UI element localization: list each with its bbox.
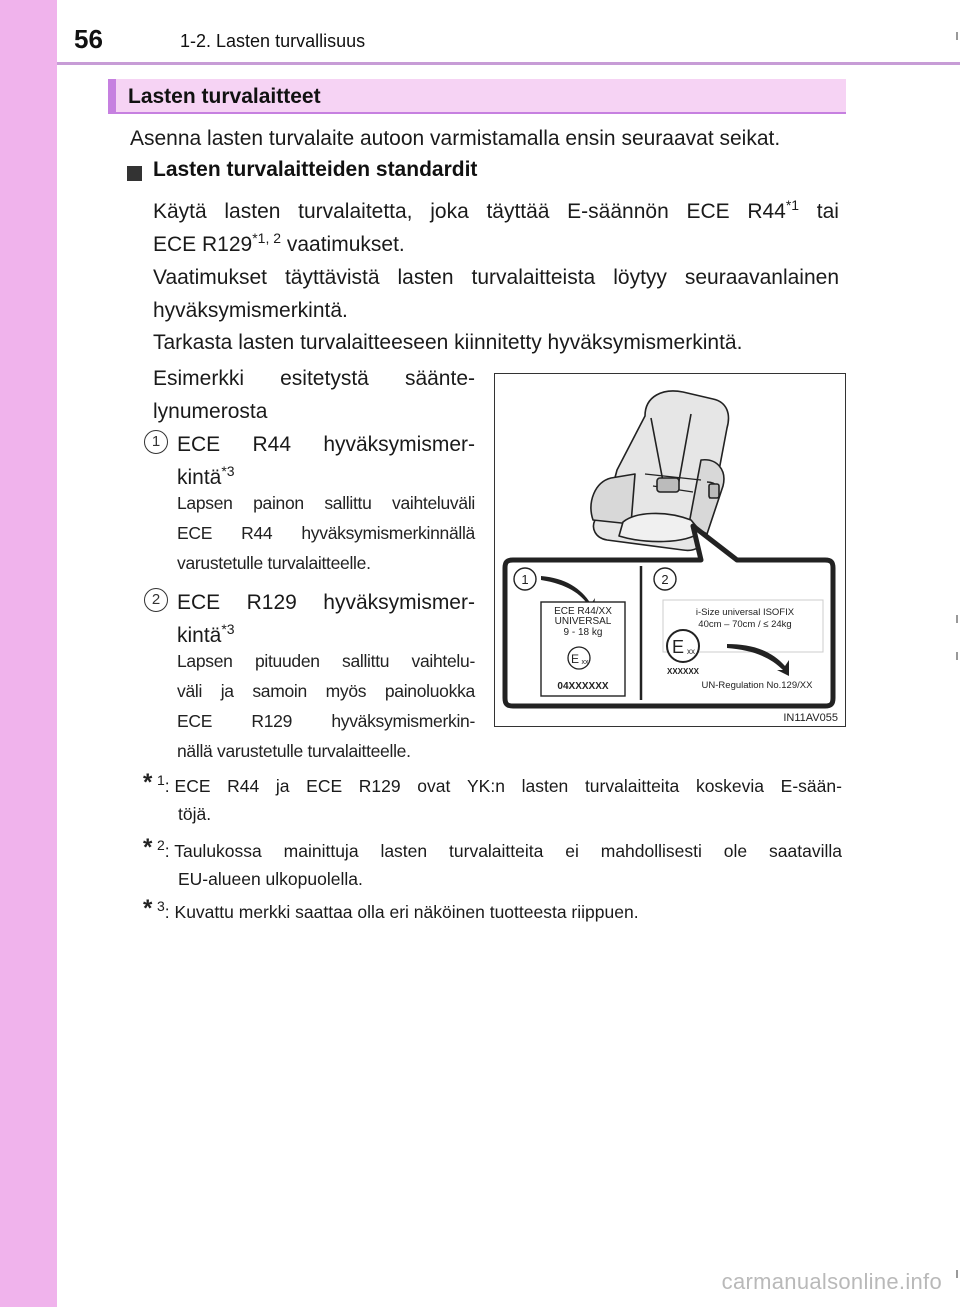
item-2-description: Lapsen pituuden sallittu vaihtelu- väli ja samoin myös painoluokka ECE R129 hyväksymismerkin- nällä varustetulle turvalaitteelle. [177, 651, 475, 761]
example-caption: Esimerkki esitetystä säänte- lynumerosta [153, 367, 475, 423]
chapter-title: 1-2. Lasten turvallisuus [180, 31, 366, 51]
e-mark-sub: xx [687, 647, 695, 656]
figure-callout-2-label: 2 [661, 572, 669, 587]
footnote-3-mark: * [143, 895, 153, 922]
ece-r129-label-line1: i-Size universal ISOFIX [695, 607, 795, 618]
ece-r129-label-line2: 40cm – 70cm / ≤ 24kg [698, 619, 792, 630]
child-seat-icon [591, 391, 728, 550]
item-1-description: Lapsen painon sallittu vaihteluväli ECE R44 hyväksymismerkinnällä varustetulle turvalaitteelle. [177, 493, 475, 573]
approval-label-figure [494, 373, 846, 727]
footnote-2: $^2$: Taulukossa mainittuja lasten turvalaitteita ei mahdollisesti ole saatavilla EU-alueen ulkopuolella. [157, 837, 842, 889]
square-bullet-icon [127, 166, 142, 181]
section-title: Lasten turvalaitteet [128, 85, 321, 108]
standards-heading: Lasten turvalaitteiden standardit [153, 158, 478, 181]
standards-line-2: ECE R129$^{*1, 2}$ vaatimukset. [153, 230, 405, 256]
intro-text: Asenna lasten turvalaite autoon varmistamalla ensin seuraavat seikat. [130, 127, 781, 150]
section-header [108, 79, 846, 114]
ece-r44-label-line2: UNIVERSAL [554, 616, 612, 627]
standards-paragraph-1 [153, 195, 839, 261]
figure-callout-1-label: 1 [521, 572, 529, 587]
footnote-2-mark: * [143, 834, 153, 861]
page-sidebar [0, 0, 57, 1307]
footnote-1-mark: * [143, 769, 153, 796]
callout-2-icon: 2 [144, 588, 168, 612]
ece-r129-regulation: UN-Regulation No.129/XX [701, 680, 813, 691]
edge-tick [956, 32, 958, 40]
child-seat-illustration [495, 374, 844, 725]
e-mark-letter: E [671, 637, 685, 657]
ece-r44-label-line1: ECE R44/XX [554, 606, 612, 617]
standards-paragraph-3: Tarkasta lasten turvalaitteeseen kiinnitetty hyväksymismerkintä. [153, 331, 743, 354]
callout-1-icon: 1 [144, 430, 168, 454]
edge-tick [956, 652, 958, 660]
e-mark-letter: E [570, 652, 580, 666]
edge-tick [956, 615, 958, 623]
ece-r44-label-line3: 9 - 18 kg [563, 627, 603, 638]
ece-r129-code: XXXXXX [666, 667, 700, 676]
standards-paragraph-2: Vaatimukset täyttävistä lasten turvalaitteista löytyy seuraavanlainen hyväksymismerkintä. [153, 266, 839, 322]
standards-line-1: Käytä lasten turvalaitetta, joka täyttää E-säännön ECE R44$^{*1}$ tai [153, 197, 839, 223]
page-number: 56 [74, 24, 103, 54]
footnote-3: $^3$: Kuvattu merkki saattaa olla eri näköinen tuotteesta riippuen. [157, 898, 639, 922]
ece-r44-code: 04XXXXXX [557, 681, 609, 692]
e-mark-sub: xx [581, 659, 589, 666]
watermark: carmanualsonline.info [721, 1269, 942, 1294]
figure-id: IN11AV055 [783, 712, 838, 724]
footnote-1: $^1$: ECE R44 ja ECE R129 ovat YK:n lasten turvalaitteita koskevia E-sään- töjä. [157, 772, 842, 824]
item-1-title: ECE R44 hyväksymismer- kintä$^{*3}$ [177, 433, 475, 489]
header-rule [57, 62, 960, 65]
edge-tick [956, 1270, 958, 1278]
item-2-title: ECE R129 hyväksymismer- kintä$^{*3}$ [177, 591, 475, 647]
